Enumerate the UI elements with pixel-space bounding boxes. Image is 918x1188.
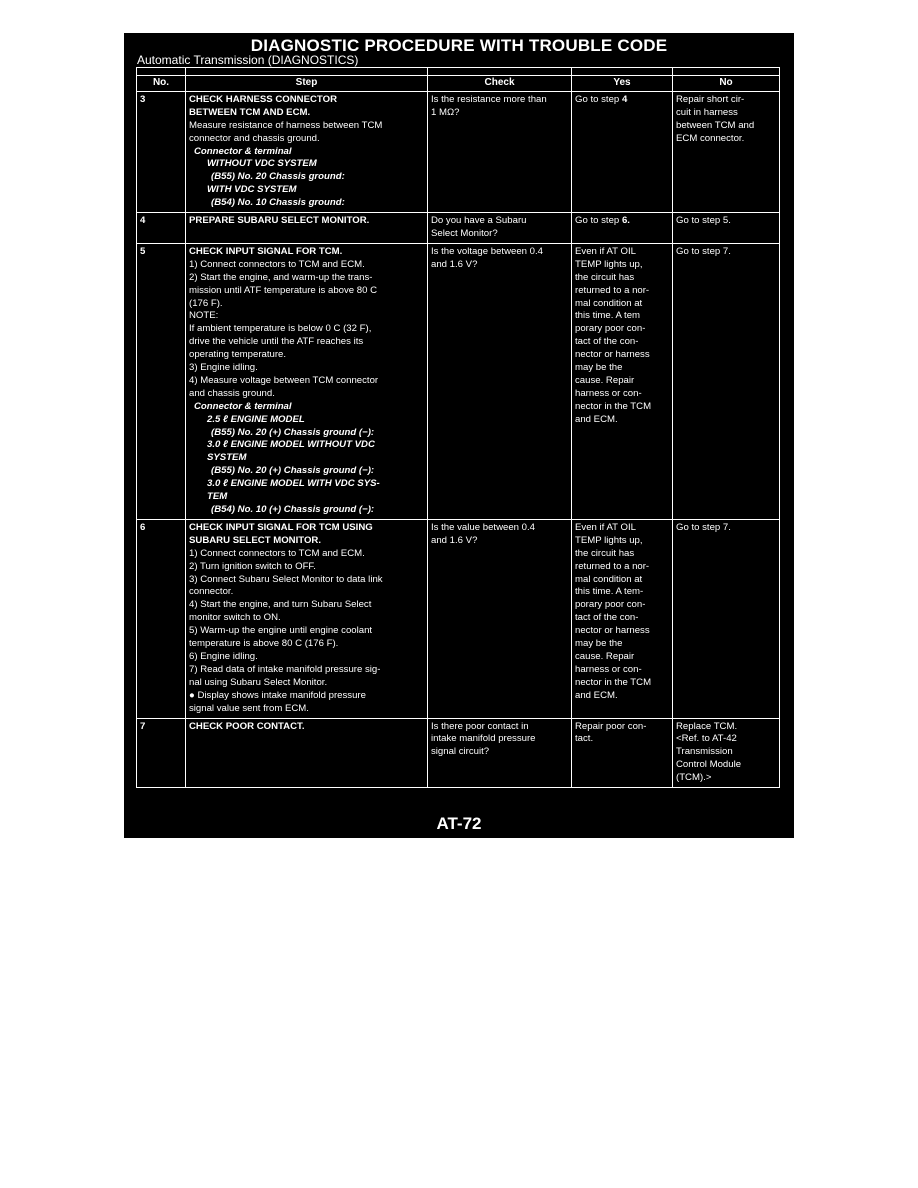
cell-line: ECM connector. — [676, 132, 745, 144]
cell-text: may be the — [575, 638, 623, 650]
cell-line: Connector & terminal — [194, 145, 292, 157]
no-action — [673, 213, 780, 244]
page-number: AT-72 — [436, 814, 482, 833]
cell-line: and 1.6 V? — [431, 258, 478, 270]
cell-line: 2.5 ℓ ENGINE MODEL — [207, 413, 305, 425]
cell-line — [575, 323, 669, 336]
cell-line: cuit in harness — [676, 106, 738, 118]
cell-text: harness or con- — [575, 387, 642, 399]
cell-text: harness or con- — [575, 663, 642, 675]
check-question — [428, 718, 572, 788]
cell-line: WITH VDC SYSTEM — [207, 184, 297, 196]
cell-line: 6) Engine idling. — [189, 650, 258, 662]
cell-line: 1 MΩ? — [431, 106, 460, 118]
cell-text: nector in the TCM — [575, 676, 652, 688]
step-description — [186, 519, 428, 718]
step-description — [186, 91, 428, 212]
cell-line: connector and chassis ground. — [189, 132, 320, 144]
step-description — [186, 213, 428, 244]
cell-line: Measure resistance of harness between TCM — [189, 119, 383, 131]
cell-line: TEM — [207, 491, 228, 503]
table-row — [137, 519, 780, 718]
cell-line: Control Module — [676, 759, 742, 771]
no-action — [673, 718, 780, 788]
cell-line — [575, 574, 669, 587]
check-question — [428, 519, 572, 718]
cell-line — [575, 638, 669, 651]
cell-line: (B55) No. 20 (+) Chassis ground (−): — [211, 465, 375, 477]
cell-line: BETWEEN TCM AND ECM. — [189, 106, 311, 118]
header-check: Check — [428, 76, 572, 92]
cell-line — [575, 94, 669, 107]
yes-action — [572, 213, 673, 244]
cell-text: returned to a nor- — [575, 560, 650, 572]
cell-line: between TCM and — [676, 119, 755, 131]
cell-line — [575, 259, 669, 272]
cell-line: 1) Connect connectors to TCM and ECM. — [189, 547, 365, 559]
cell-line: Connector & terminal — [194, 400, 292, 412]
cell-line: 2) Start the engine, and warm-up the trans- — [189, 271, 373, 283]
cell-line — [575, 586, 669, 599]
cell-text: nector or harness — [575, 349, 650, 361]
table-row — [137, 243, 780, 519]
table-row — [137, 91, 780, 212]
cell-line — [575, 677, 669, 690]
cell-line — [575, 721, 669, 734]
cell-line: nal using Subaru Select Monitor. — [189, 676, 328, 688]
header-yes: Yes — [572, 76, 673, 92]
cell-line: 4) Measure voltage between TCM connector — [189, 374, 379, 386]
cell-line: 2) Turn ignition switch to OFF. — [189, 560, 316, 572]
cell-line — [575, 215, 669, 228]
cell-text: tact. — [575, 733, 594, 745]
cell-line — [575, 336, 669, 349]
header-step: Step — [186, 76, 428, 92]
cell-text: porary poor con- — [575, 323, 646, 335]
cell-line — [575, 272, 669, 285]
cell-text: tact of the con- — [575, 336, 639, 348]
cell-line — [575, 310, 669, 323]
cell-line: 3.0 ℓ ENGINE MODEL WITHOUT VDC — [207, 439, 375, 451]
cell-line: CHECK POOR CONTACT. — [189, 720, 305, 732]
cell-line: mission until ATF temperature is above 80 C — [189, 284, 378, 296]
no-action — [673, 91, 780, 212]
cell-text: and ECM. — [575, 413, 618, 425]
cell-line: If ambient temperature is below 0 C (32 F), — [189, 323, 372, 335]
cell-text: porary poor con- — [575, 599, 646, 611]
cell-line: CHECK HARNESS CONNECTOR — [189, 93, 338, 105]
cell-line: 3) Connect Subaru Select Monitor to data link — [189, 573, 383, 585]
cell-text: the circuit has — [575, 547, 635, 559]
cell-line: and chassis ground. — [189, 387, 275, 399]
cell-line — [575, 522, 669, 535]
cell-line: Is the voltage between 0.4 — [431, 245, 544, 257]
table-spacer-row — [137, 68, 780, 76]
cell-line: SUBARU SELECT MONITOR. — [189, 534, 322, 546]
yes-action — [572, 718, 673, 788]
cell-text: this time. A tem- — [575, 586, 644, 598]
cell-line — [575, 625, 669, 638]
cell-line: PREPARE SUBARU SELECT MONITOR. — [189, 215, 370, 227]
cell-line — [575, 599, 669, 612]
step-number: 6 — [137, 519, 186, 718]
cell-line: Is the value between 0.4 — [431, 521, 536, 533]
header-no-result: No — [673, 76, 780, 92]
cell-text: Repair poor con- — [575, 720, 647, 732]
table-row — [137, 718, 780, 788]
cell-line — [575, 298, 669, 311]
cell-text: TEMP lights up, — [575, 258, 643, 270]
cell-line — [575, 651, 669, 664]
cell-line: Do you have a Subaru — [431, 215, 527, 227]
cell-line: signal circuit? — [431, 746, 490, 758]
cell-text: Go to step — [575, 215, 622, 227]
header-no: No. — [137, 76, 186, 92]
cell-text: TEMP lights up, — [575, 534, 643, 546]
cell-line: (176 F). — [189, 297, 223, 309]
cell-line: (B54) No. 10 Chassis ground: — [211, 197, 345, 209]
cell-line: (B54) No. 10 (+) Chassis ground (−): — [211, 504, 375, 515]
cell-line: connector. — [189, 586, 234, 598]
cell-line: ● Display shows intake manifold pressure — [189, 689, 366, 701]
cell-line: Go to step 5. — [676, 215, 731, 227]
cell-line: NOTE: — [189, 310, 219, 322]
cell-line — [575, 548, 669, 561]
cell-line: temperature is above 80 C (176 F). — [189, 638, 339, 650]
cell-line: WITHOUT VDC SYSTEM — [207, 158, 317, 170]
cell-text: this time. A tem — [575, 310, 641, 322]
step-reference: 6. — [621, 215, 630, 227]
diagnostic-table — [136, 67, 780, 788]
cell-line: 5) Warm-up the engine until engine coolant — [189, 625, 373, 637]
cell-line: Select Monitor? — [431, 227, 498, 239]
check-question — [428, 91, 572, 212]
yes-action — [572, 519, 673, 718]
page-subtitle: Automatic Transmission (DIAGNOSTICS) — [137, 53, 359, 67]
cell-text: returned to a nor- — [575, 284, 650, 296]
cell-line — [575, 375, 669, 388]
cell-line: Replace TCM. — [676, 720, 738, 732]
cell-line: 7) Read data of intake manifold pressure sig- — [189, 663, 381, 675]
cell-text: Even if AT OIL — [575, 521, 636, 533]
cell-text: Even if AT OIL — [575, 245, 636, 257]
table-row — [137, 213, 780, 244]
cell-text: may be the — [575, 362, 623, 374]
cell-text: the circuit has — [575, 271, 635, 283]
cell-line: (B55) No. 20 Chassis ground: — [211, 171, 345, 183]
cell-text: and ECM. — [575, 689, 618, 701]
cell-line: Is there poor contact in — [431, 720, 529, 732]
cell-line — [575, 561, 669, 574]
cell-line: 4) Start the engine, and turn Subaru Select — [189, 599, 372, 611]
cell-text: mal condition at — [575, 573, 643, 585]
step-number: 4 — [137, 213, 186, 244]
cell-line — [575, 349, 669, 362]
cell-line: (B55) No. 20 (+) Chassis ground (−): — [211, 426, 375, 438]
check-question — [428, 243, 572, 519]
cell-line: 3.0 ℓ ENGINE MODEL WITH VDC SYS- — [207, 478, 380, 490]
cell-line — [575, 285, 669, 298]
cell-line — [575, 690, 669, 703]
cell-line: drive the vehicle until the ATF reaches its — [189, 336, 364, 348]
page-title: DIAGNOSTIC PROCEDURE WITH TROUBLE CODE — [250, 36, 668, 55]
cell-line: monitor switch to ON. — [189, 612, 281, 624]
cell-line — [575, 388, 669, 401]
step-number: 5 — [137, 243, 186, 519]
no-action — [673, 519, 780, 718]
step-number: 7 — [137, 718, 186, 788]
check-question — [428, 213, 572, 244]
cell-line: CHECK INPUT SIGNAL FOR TCM. — [189, 245, 343, 257]
cell-line — [575, 612, 669, 625]
cell-line — [575, 535, 669, 548]
yes-action — [572, 91, 673, 212]
cell-line — [575, 401, 669, 414]
cell-text: cause. Repair — [575, 650, 635, 662]
document-page — [124, 33, 794, 838]
cell-line: operating temperature. — [189, 349, 287, 361]
cell-text: nector in the TCM — [575, 400, 652, 412]
cell-text: nector or harness — [575, 625, 650, 637]
cell-line: and 1.6 V? — [431, 534, 478, 546]
step-description — [186, 718, 428, 788]
cell-text: cause. Repair — [575, 374, 635, 386]
yes-action — [572, 243, 673, 519]
cell-text: Go to step — [575, 93, 622, 105]
step-number: 3 — [137, 91, 186, 212]
cell-line: 3) Engine idling. — [189, 362, 258, 374]
no-action — [673, 243, 780, 519]
cell-line: intake manifold pressure — [431, 733, 536, 745]
cell-line: Go to step 7. — [676, 521, 731, 533]
cell-line — [575, 246, 669, 259]
table-header-row — [137, 76, 780, 92]
step-description — [186, 243, 428, 519]
cell-text: tact of the con- — [575, 612, 639, 624]
cell-line: signal value sent from ECM. — [189, 702, 309, 714]
cell-text: mal condition at — [575, 297, 643, 309]
cell-line: CHECK INPUT SIGNAL FOR TCM USING — [189, 521, 373, 533]
cell-line — [575, 733, 669, 746]
cell-line — [575, 362, 669, 375]
cell-line: <Ref. to AT-42 — [676, 733, 737, 745]
cell-line — [575, 664, 669, 677]
cell-line — [575, 414, 669, 427]
step-reference: 4 — [621, 93, 628, 105]
cell-line: Is the resistance more than — [431, 93, 547, 105]
cell-line: (TCM).> — [676, 772, 712, 784]
cell-line: Go to step 7. — [676, 245, 731, 257]
cell-line: SYSTEM — [207, 452, 247, 464]
cell-line: 1) Connect connectors to TCM and ECM. — [189, 258, 365, 270]
cell-line: Repair short cir- — [676, 93, 745, 105]
cell-line: Transmission — [676, 746, 733, 758]
